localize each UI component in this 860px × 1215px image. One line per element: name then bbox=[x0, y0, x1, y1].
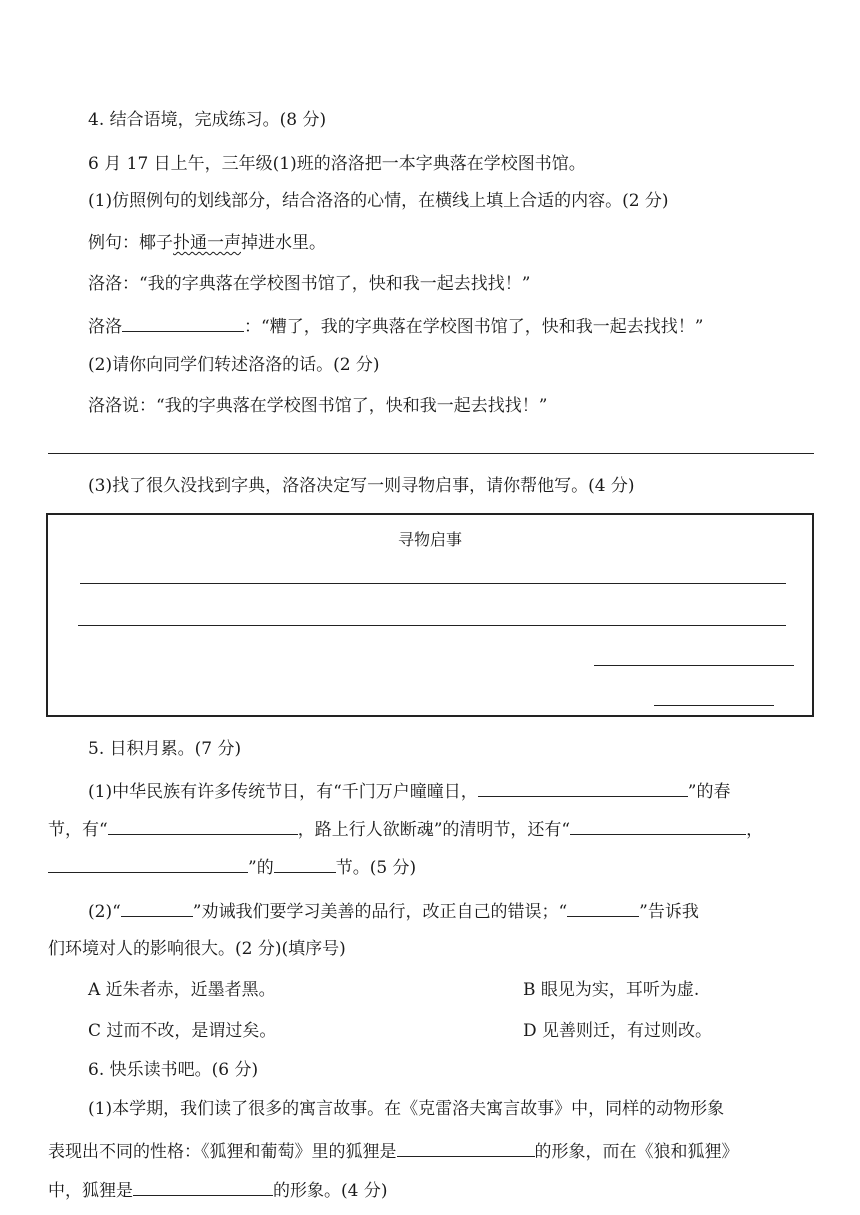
answer-line-retell[interactable] bbox=[48, 453, 814, 454]
q6-p1-line3 bbox=[48, 1177, 387, 1203]
q5-p2-text-c: ”告诉我 bbox=[639, 902, 699, 922]
q6-title: 6. 快乐读书吧。(6 分) bbox=[88, 1060, 259, 1080]
q4-luoluo-line: 洛洛：“我的字典落在学校图书馆了，快和我一起去找找！” bbox=[88, 274, 531, 294]
notice-line-1[interactable] bbox=[80, 583, 786, 584]
q5-p1-text-c: 节，有“ bbox=[48, 820, 108, 840]
q5-p1-line2 bbox=[48, 816, 763, 842]
notice-signature-line[interactable] bbox=[594, 665, 794, 666]
q5-p1-text-g: 节。(5 分) bbox=[335, 858, 417, 878]
q5-p1-line1 bbox=[88, 778, 730, 804]
example-suffix: 掉进水里。 bbox=[241, 233, 326, 253]
answer-blank-option-1[interactable] bbox=[121, 898, 193, 917]
fill-line-rest: ：“糟了，我的字典落在学校图书馆了，快和我一起去找找！” bbox=[244, 317, 704, 337]
q5-p2-line1 bbox=[88, 898, 699, 924]
example-prefix: 例句：椰子 bbox=[88, 233, 173, 253]
q4-title: 4. 结合语境，完成练习。(8 分) bbox=[88, 110, 327, 130]
q5-title: 5. 日积月累。(7 分) bbox=[88, 739, 242, 759]
q4-p2-quote: 洛洛说：“我的字典落在学校图书馆了，快和我一起去找找！” bbox=[88, 396, 548, 416]
q5-p1-line3 bbox=[48, 854, 416, 880]
fill-line-name: 洛洛 bbox=[88, 317, 122, 337]
q5-p1-text-d: ，路上行人欲断魂”的清明节，还有“ bbox=[297, 820, 571, 840]
answer-blank-festival-verse-1[interactable] bbox=[570, 816, 746, 835]
answer-blank-spring-verse[interactable] bbox=[478, 778, 688, 797]
answer-blank-festival-name[interactable] bbox=[274, 854, 336, 873]
lost-notice-title: 寻物启事 bbox=[397, 530, 462, 549]
answer-blank-qingming-verse[interactable] bbox=[108, 816, 298, 835]
q5-p1-text-f: ”的 bbox=[248, 858, 274, 878]
q6-p1-text-c: 的形象，而在《狼和狐狸》 bbox=[534, 1142, 739, 1162]
q6-p1-text-d: 中，狐狸是 bbox=[48, 1181, 133, 1201]
q5-option-c: C 过而不改，是谓过矣。 bbox=[88, 1021, 277, 1041]
q4-p3-prompt: (3)找了很久没找到字典，洛洛决定写一则寻物启事，请你帮他写。(4 分) bbox=[88, 476, 635, 496]
q5-p1-text-b: ”的春 bbox=[687, 782, 731, 802]
q4-p2-prompt: (2)请你向同学们转述洛洛的话。(2 分) bbox=[88, 355, 380, 375]
answer-blank-wolf-fox[interactable] bbox=[133, 1177, 273, 1196]
q4-fill-line bbox=[88, 313, 703, 339]
q5-p2-line2: 们环境对人的影响很大。(2 分)(填序号) bbox=[48, 939, 346, 959]
q6-p1-text-b: 表现出不同的性格：《狐狸和葡萄》里的狐狸是 bbox=[48, 1142, 397, 1162]
answer-blank-fox-grapes[interactable] bbox=[397, 1138, 535, 1157]
q6-p1-line2 bbox=[48, 1138, 739, 1164]
notice-line-2[interactable] bbox=[78, 625, 786, 626]
q6-p1-text-e: 的形象。(4 分) bbox=[273, 1181, 388, 1201]
example-underlined: 扑通一声 bbox=[173, 233, 241, 253]
answer-blank-festival-verse-2[interactable] bbox=[48, 854, 248, 873]
notice-date-line[interactable] bbox=[654, 705, 774, 706]
answer-blank-mood[interactable] bbox=[122, 313, 244, 332]
q4-p1-prompt: (1)仿照例句的划线部分，结合洛洛的心情，在横线上填上合适的内容。(2 分) bbox=[88, 191, 669, 211]
q4-example bbox=[88, 231, 326, 255]
answer-blank-option-2[interactable] bbox=[567, 898, 639, 917]
q4-context: 6 月 17 日上午，三年级(1)班的洛洛把一本字典落在学校图书馆。 bbox=[88, 154, 586, 174]
q5-p1-text-a: (1)中华民族有许多传统节日，有“千门万户曈曈日， bbox=[88, 782, 478, 802]
q5-p2-text-a: (2)“ bbox=[88, 902, 121, 922]
q5-option-b: B 眼见为实，耳听为虚. bbox=[523, 980, 700, 1000]
q5-p1-text-e: ， bbox=[746, 820, 764, 840]
q5-option-a: A 近朱者赤，近墨者黑。 bbox=[88, 980, 276, 1000]
q5-p2-text-b: ”劝诫我们要学习美善的品行，改正自己的错误；“ bbox=[192, 902, 568, 922]
q5-option-d: D 见善则迁，有过则改。 bbox=[523, 1021, 713, 1041]
lost-notice-box bbox=[46, 513, 814, 717]
q6-p1-line1: (1)本学期，我们读了很多的寓言故事。在《克雷洛夫寓言故事》中，同样的动物形象 bbox=[88, 1099, 725, 1119]
